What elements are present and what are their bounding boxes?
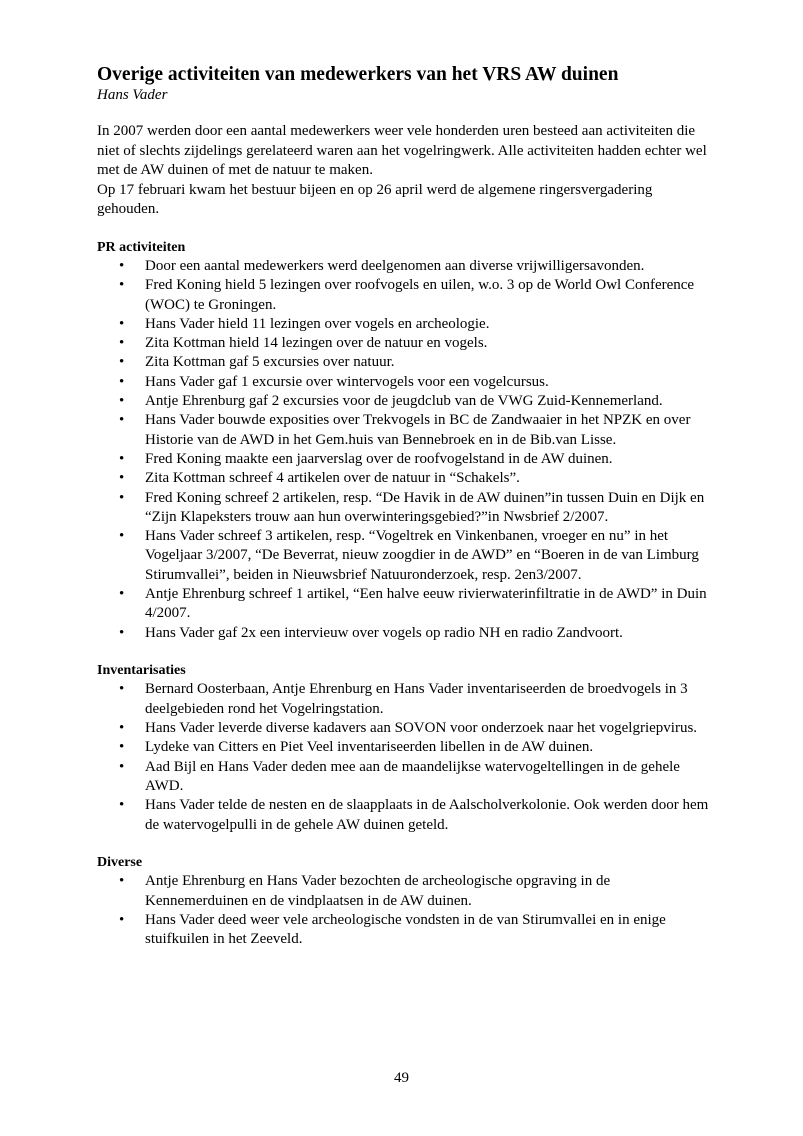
list-item: • Hans Vader telde de nesten en de slaapplaats in de Aalscholverkolonie. Ook werden door hem de watervogelpulli in de gehele AW duinen geteld. [119,797,709,833]
list-item: • Hans Vader deed weer vele archeologische vondsten in de van Stirumvallei en in enige stuifkuilen in het Zeeveld. [119,911,666,948]
list-item: • Hans Vader schreef 3 artikelen, resp. “Vogeltrek en Vinkenbanen, vroeger en nu” in het Vogeljaar 3/2007, “De Beverrat, nieuw zoogdier in de AWD” en “Boeren in de van Limburg Stirumvallei”, beiden in Nieuwsbrief Natuuronderzoek, resp. 2en3/2007. [119,528,699,583]
list-item: • Antje Ehrenburg en Hans Vader bezochten de archeologische opgraving in de Kennemerduinen en de vindplaatsen in de AW duinen. [119,873,611,909]
bullet-list [97,257,709,643]
bullet-icon: • [119,393,125,410]
list-item: • Antje Ehrenburg schreef 1 artikel, “Een halve eeuw rivierwaterinfiltratie in de AWD” in Duin 4/2007. [119,586,707,622]
section-heading: Inventarisaties [97,662,186,678]
bullet-icon: • [119,412,125,429]
bullet-icon: • [119,911,125,928]
bullet-icon: • [119,873,125,890]
list-item: • Hans Vader bouwde exposities over Trekvogels in BC de Zandwaaier in het NPZK en over Historie van de AWD in het Gem.huis van Bennebroek en in de Bib.van Lisse. [119,412,691,448]
bullet-icon: • [119,258,125,274]
list-item: • Zita Kottman schreef 4 artikelen over de natuur in “Schakels”. [97,469,709,488]
section-heading: PR activiteiten [97,239,186,255]
bullet-icon: • [119,373,125,390]
section-inventarisaties [97,662,709,835]
list-item: • Hans Vader leverde diverse kadavers aan SOVON voor onderzoek naar het vogelgriepvirus. [97,719,709,738]
bullet-icon: • [119,277,125,294]
bullet-icon: • [119,315,125,332]
list-item: • Fred Koning maakte een jaarverslag over de roofvogelstand in de AW duinen. [97,450,709,469]
bullet-icon: • [119,528,125,545]
list-item: • Zita Kottman hield 14 lezingen over de natuur en vogels. [97,334,709,353]
bullet-icon: • [119,354,125,371]
bullet-list [97,680,709,834]
bullet-icon: • [119,720,125,737]
intro-block [97,122,709,220]
bullet-icon: • [119,797,125,814]
author-name: Hans Vader [97,87,168,103]
document-page [97,64,709,950]
section-pr-activiteiten [97,239,709,643]
list-item: • Aad Bijl en Hans Vader deden mee aan de maandelijkse watervogeltellingen in de gehele AWD. [119,758,680,794]
bullet-icon: • [119,489,125,506]
bullet-icon: • [119,335,125,352]
intro-paragraph: Op 17 februari kwam het bestuur bijeen en op 26 april werd de algemene ringersvergadering gehouden. [97,181,653,217]
bullet-icon: • [119,681,125,698]
list-item: • Fred Koning hield 5 lezingen over roofvogels en uilen, w.o. 3 op de World Owl Conference (WOC) te Groningen. [119,277,695,313]
list-item: • Hans Vader hield 11 lezingen over vogels en archeologie. [97,315,709,334]
bullet-icon: • [119,470,125,487]
list-item: • Zita Kottman gaf 5 excursies over natuur. [97,353,709,372]
list-item: • Fred Koning schreef 2 artikelen, resp. “De Havik in de AW duinen”in tussen Duin en Dijk en “Zijn Klapeksters trouw aan hun overwinteringsgebied?”in Nwsbrief 2/2007. [119,489,705,525]
bullet-icon: • [119,758,125,775]
list-item: • Antje Ehrenburg gaf 2 excursies voor de jeugdclub van de VWG Zuid-Kennemerland. [97,392,709,411]
section-heading: Diverse [97,854,143,870]
bullet-icon: • [119,624,125,641]
section-diverse [97,854,709,950]
list-item: • Hans Vader gaf 2x een intervieuw over vogels op radio NH en radio Zandvoort. [97,624,709,643]
bullet-icon: • [119,739,125,756]
bullet-list [97,872,709,949]
page-title: Overige activiteiten van medewerkers van het VRS AW duinen [97,64,619,85]
list-item: • Bernard Oosterbaan, Antje Ehrenburg en Hans Vader inventariseerden de broedvogels in 3 deelgebieden rond het Vogelringstation. [119,681,688,717]
bullet-icon: • [119,450,125,467]
intro-paragraph: In 2007 werden door een aantal medewerkers weer vele honderden uren besteed aan activiteiten die niet of slechts zijdelings gerelateerd waren aan het vogelringwerk. Alle activiteiten hadden echter wel met de AW duinen of met de natuur te maken. [97,123,707,178]
list-item: • Hans Vader gaf 1 excursie over wintervogels voor een vogelcursus. [97,373,709,392]
list-item: • Door een aantal medewerkers werd deelgenomen aan diverse vrijwilligersavonden. [97,257,709,276]
bullet-icon: • [119,586,125,603]
list-item: • Lydeke van Citters en Piet Veel inventariseerden libellen in de AW duinen. [97,738,709,757]
page-number: 49 [394,1070,409,1086]
